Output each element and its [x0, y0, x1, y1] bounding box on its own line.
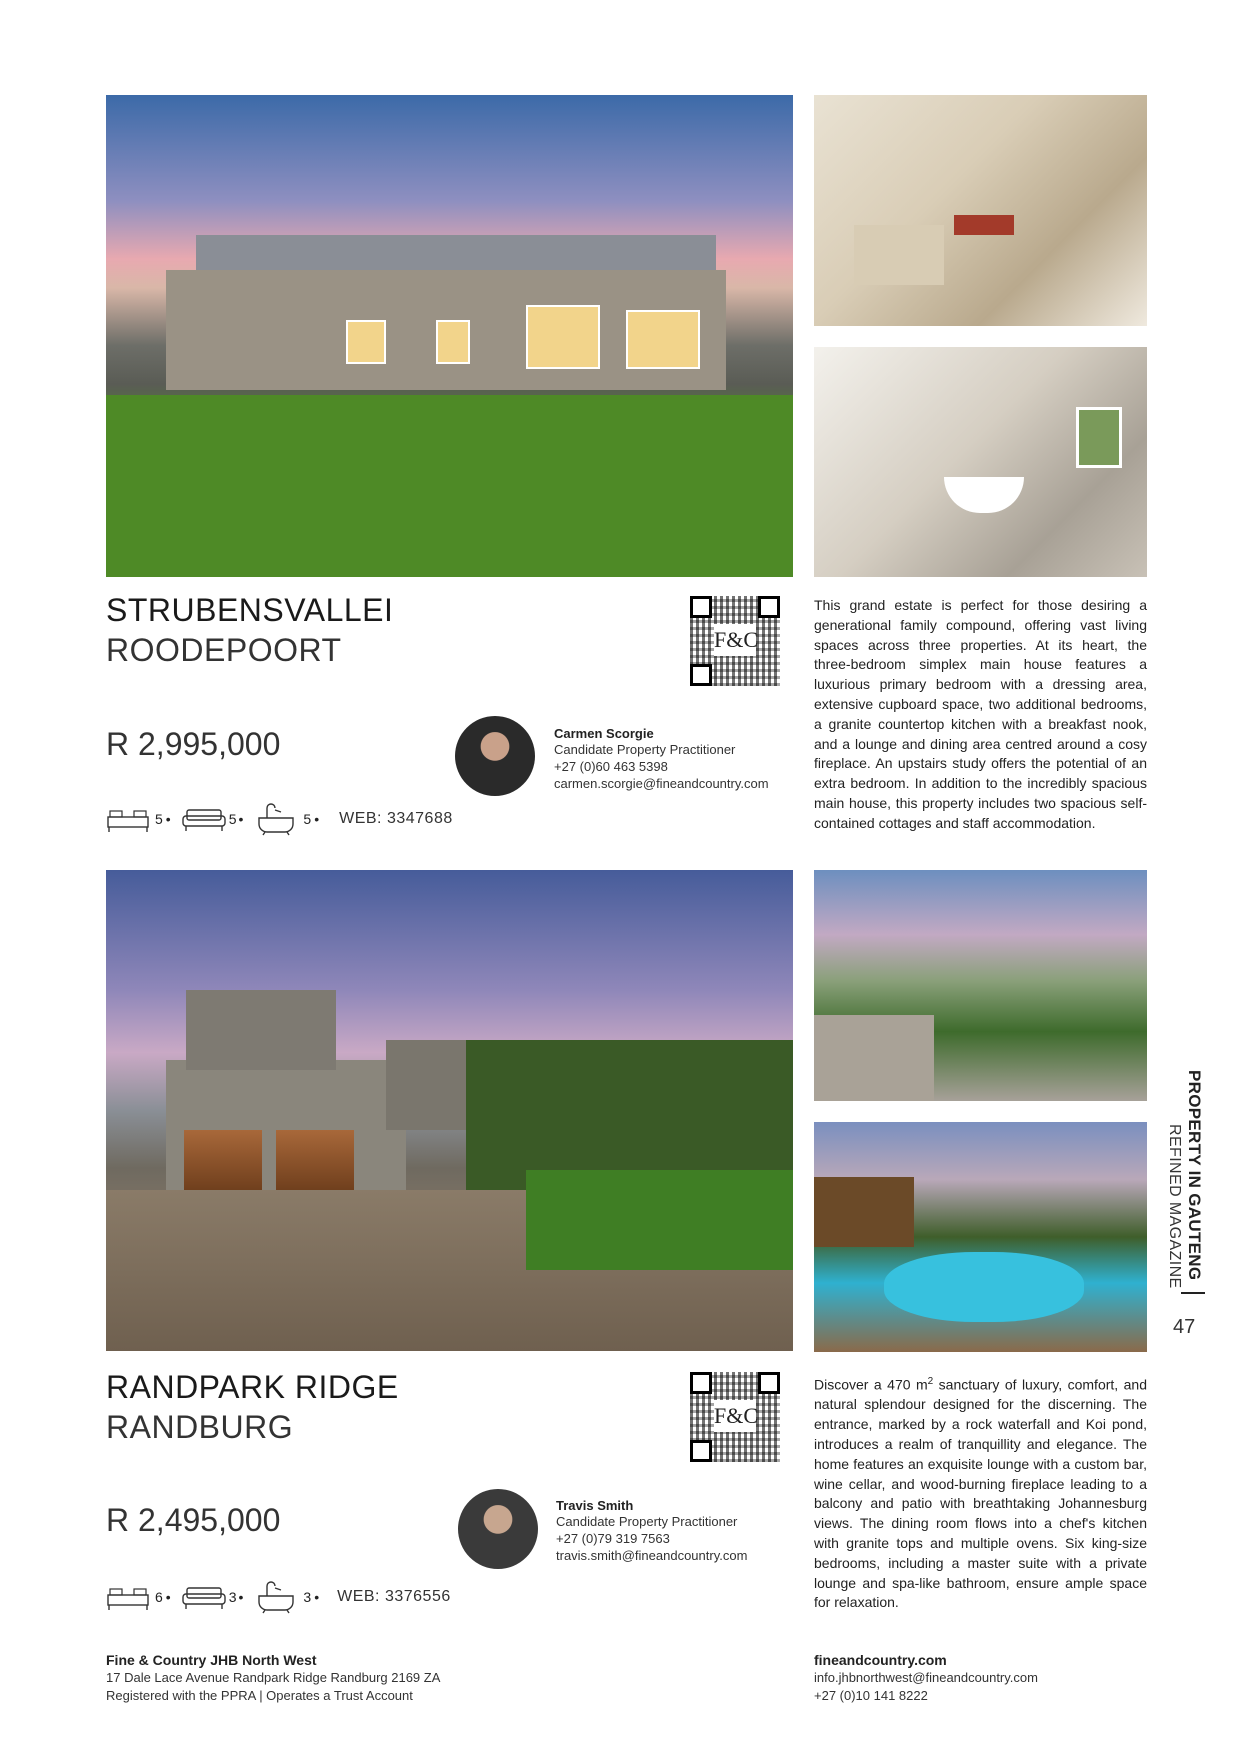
- listing-2-qr-code[interactable]: [690, 1372, 780, 1462]
- agent-2-email[interactable]: travis.smith@fineandcountry.com: [556, 1548, 748, 1563]
- footer-email[interactable]: info.jhbnorthwest@fineandcountry.com: [814, 1670, 1038, 1685]
- agent-1-role: Candidate Property Practitioner: [554, 742, 736, 757]
- listing-2-area: RANDBURG: [106, 1409, 294, 1445]
- bullet: •: [314, 811, 320, 827]
- bullet: •: [165, 1589, 171, 1605]
- office-name: Fine & Country JHB North West: [106, 1652, 317, 1668]
- listing-2-web-ref[interactable]: WEB: 3376556: [337, 1588, 451, 1605]
- side-divider: [1181, 1292, 1205, 1294]
- listing-1-price: R 2,995,000: [106, 726, 281, 762]
- bullet: •: [314, 1589, 320, 1605]
- office-registration: Registered with the PPRA | Operates a Trust Account: [106, 1688, 413, 1703]
- bed-icon: [106, 805, 150, 833]
- agent-1-contact: [554, 726, 769, 792]
- bath-icon: [257, 1580, 295, 1614]
- description-rest: sanctuary of luxury, comfort, and natural splendour designed for the discerning. The entrance, marked by a rock waterfall and Koi pond, introduces a realm of tranquillity and elegance. The home features an exquisite lounge with a custom bar, wine cellar, and wood-burning fireplace leading to a balcony and patio with breathtaking Johannesburg views. The dining room flows into a chef's kitchen with granite tops and multiple ovens. Six king-size bedrooms, including a master suite with a private lounge and spa-like bathroom, ensure ample space for relaxation.: [814, 1376, 1147, 1611]
- description-superscript: 2: [927, 1376, 934, 1387]
- listing-2-features: [106, 1580, 451, 1614]
- footer-website[interactable]: fineandcountry.com: [814, 1652, 947, 1668]
- agent-2-name: Travis Smith: [556, 1498, 634, 1513]
- listing-2-description: [814, 1372, 1147, 1613]
- agent-2-role: Candidate Property Practitioner: [556, 1514, 738, 1529]
- lounge-count: 3: [228, 1589, 237, 1605]
- agent-1-avatar: [455, 716, 535, 796]
- agent-1-email[interactable]: carmen.scorgie@fineandcountry.com: [554, 776, 769, 791]
- listing-2-price: R 2,495,000: [106, 1502, 281, 1538]
- bullet: •: [165, 811, 171, 827]
- footer-office: [106, 1652, 440, 1705]
- agent-2-phone[interactable]: +27 (0)79 319 7563: [556, 1531, 670, 1546]
- fine-country-logo: F&C: [714, 1400, 756, 1432]
- listing-1-features: [106, 802, 453, 836]
- agent-1-name: Carmen Scorgie: [554, 726, 654, 741]
- bullet: •: [238, 811, 244, 827]
- fine-country-logo: F&C: [714, 624, 756, 656]
- bath-icon: [257, 802, 295, 836]
- agent-2-contact: [556, 1498, 747, 1564]
- footer-phone[interactable]: +27 (0)10 141 8222: [814, 1688, 928, 1703]
- description-start: Discover a 470 m: [814, 1376, 928, 1393]
- agent-2-avatar: [458, 1489, 538, 1569]
- bed-count: 6: [155, 1589, 163, 1605]
- bath-count: 3: [303, 1589, 312, 1605]
- listing-1-description: This grand estate is perfect for those desiring a generational family compound, offering vast living spaces across three properties. At its heart, the three-bedroom simplex main house features a luxurious primary bedroom with a dressing area, extensive cupboard space, two additional bedrooms, a granite countertop kitchen with a breakfast nook, and a lounge and dining area centred around a cosy fireplace. An upstairs study offers the potential of an extra bedroom. In addition to the incredibly spacious main house, this property includes two spacious self-contained cottages and staff accommodation.: [814, 597, 1147, 831]
- magazine-subtitle: REFINED MAGAZINE: [1166, 1124, 1183, 1289]
- footer-contact: [814, 1652, 1038, 1705]
- main-photo-house-1: [106, 95, 793, 577]
- lounge-count: 5: [228, 811, 237, 827]
- main-photo-house-2: [106, 870, 793, 1351]
- office-address: 17 Dale Lace Avenue Randpark Ridge Randburg 2169 ZA: [106, 1670, 441, 1685]
- bath-count: 5: [303, 811, 312, 827]
- listing-2-title: RANDPARK RIDGE: [106, 1369, 399, 1405]
- pool-photo: [814, 1122, 1147, 1352]
- kitchen-photo: [814, 95, 1147, 326]
- listing-1-area: ROODEPOORT: [106, 632, 342, 668]
- magazine-side-label: [1184, 1070, 1204, 1280]
- agent-1-phone[interactable]: +27 (0)60 463 5398: [554, 759, 668, 774]
- listing-1-title: STRUBENSVALLEI: [106, 592, 394, 628]
- magazine-subtitle-label: [1165, 1124, 1183, 1289]
- view-photo: [814, 870, 1147, 1101]
- bed-count: 5: [155, 811, 163, 827]
- page-number: 47: [1173, 1316, 1196, 1338]
- sofa-icon: [181, 806, 227, 832]
- bathroom-photo: [814, 347, 1147, 577]
- bullet: •: [238, 1589, 244, 1605]
- magazine-title: PROPERTY IN GAUTENG: [1185, 1070, 1204, 1281]
- bed-icon: [106, 1583, 150, 1611]
- listing-1-web-ref[interactable]: WEB: 3347688: [339, 810, 453, 827]
- sofa-icon: [181, 1584, 227, 1610]
- listing-1-qr-code[interactable]: [690, 596, 780, 686]
